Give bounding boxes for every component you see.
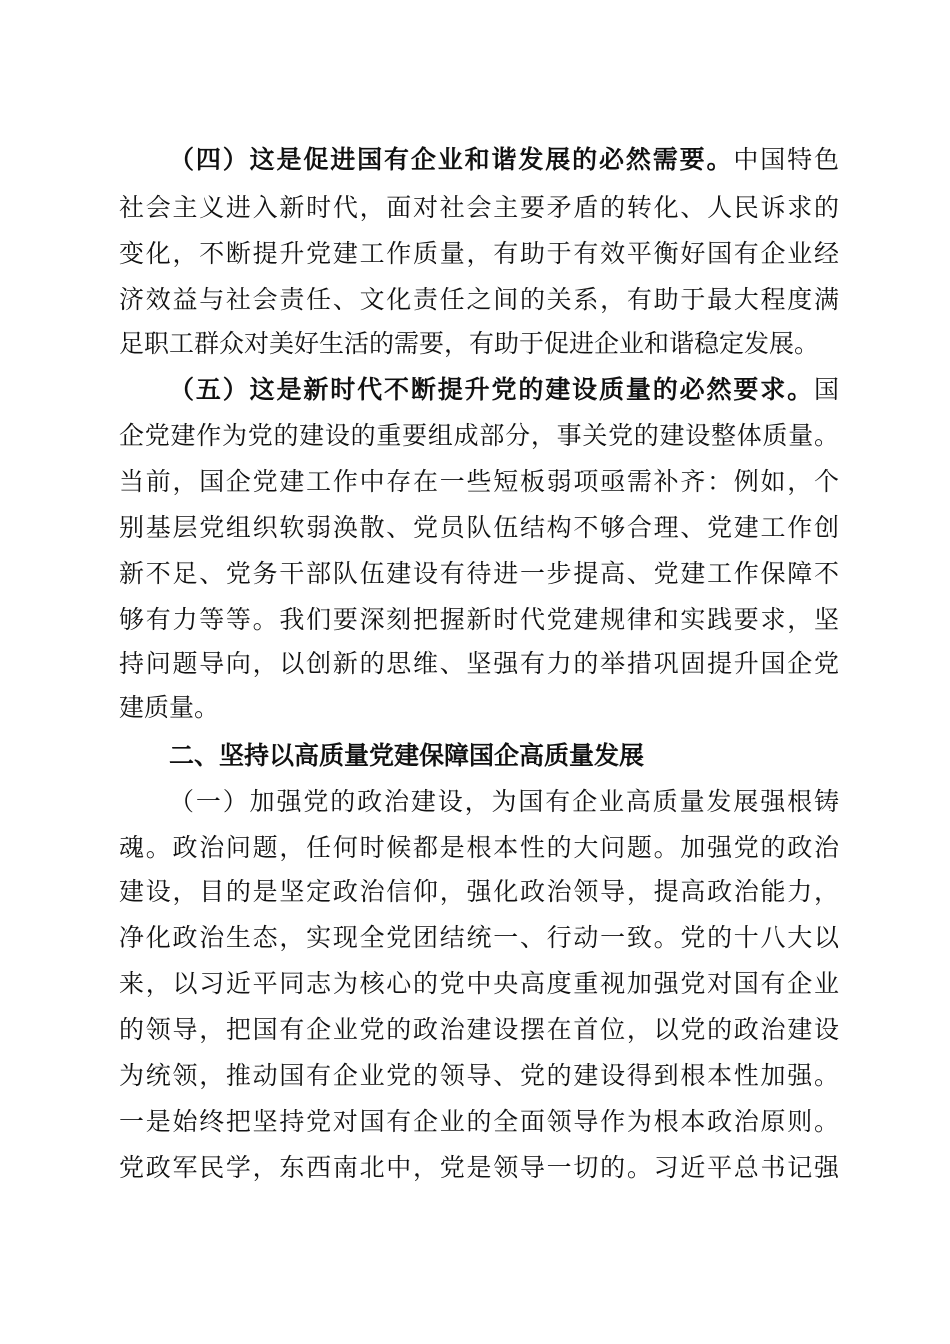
paragraph-4-lead: （四）这是促进国有企业和谐发展的必然需要。 <box>169 145 734 174</box>
paragraph-4-line-1 <box>169 138 839 182</box>
paragraph-5-line-7: 持问题导向，以创新的思维、坚强有力的举措巩固提升国企党 <box>119 649 839 678</box>
paragraph-4-text: 中国特色 <box>733 145 839 174</box>
paragraph-5-line-6: 够有力等等。我们要深刻把握新时代党建规律和实践要求，坚 <box>119 605 839 634</box>
paragraph-4-line-3: 变化，不断提升党建工作质量，有助于有效平衡好国有企业经 <box>119 239 839 268</box>
paragraph-5-text: 国 <box>813 375 839 404</box>
paragraph-4-line-4: 济效益与社会责任、文化责任之间的关系，有助于最大程度满 <box>119 285 839 314</box>
section-paragraph-line-1 <box>169 780 839 824</box>
paragraph-5-line-8: 建质量。 <box>119 693 220 722</box>
paragraph-4-line-5: 足职工群众对美好生活的需要，有助于促进企业和谐稳定发展。 <box>119 329 820 358</box>
paragraph-5-line-3: 当前，国企党建工作中存在一些短板弱项亟需补齐：例如，个 <box>119 467 839 496</box>
section-paragraph-line-8: 一是始终把坚持党对国有企业的全面领导作为根本政治原则。 <box>119 1107 839 1136</box>
paragraph-5-line-5: 新不足、党务干部队伍建设有待进一步提高、党建工作保障不 <box>119 559 839 588</box>
section-paragraph-line-7: 为统领，推动国有企业党的领导、党的建设得到根本性加强。 <box>119 1061 839 1090</box>
section-heading: 二、坚持以高质量党建保障国企高质量发展 <box>169 741 645 770</box>
paragraph-5-line-2: 企党建作为党的建设的重要组成部分，事关党的建设整体质量。 <box>119 421 839 450</box>
paragraph-5-lead: （五）这是新时代不断提升党的建设质量的必然要求。 <box>169 375 814 404</box>
section-paragraph-line-5: 来，以习近平同志为核心的党中央高度重视加强党对国有企业 <box>119 969 839 998</box>
paragraph-4-line-2: 社会主义进入新时代，面对社会主要矛盾的转化、人民诉求的 <box>119 193 839 222</box>
section-paragraph-line-6: 的领导，把国有企业党的政治建设摆在首位，以党的政治建设 <box>119 1015 839 1044</box>
paragraph-5-line-1 <box>169 368 839 412</box>
section-paragraph-line-3: 建设，目的是坚定政治信仰，强化政治领导，提高政治能力， <box>119 877 839 906</box>
paragraph-5-line-4: 别基层党组织软弱涣散、党员队伍结构不够合理、党建工作创 <box>119 513 839 542</box>
section-paragraph-line-4: 净化政治生态，实现全党团结统一、行动一致。党的十八大以 <box>119 923 839 952</box>
section-paragraph-line-2: 魂。政治问题，任何时候都是根本性的大问题。加强党的政治 <box>119 833 839 862</box>
section-paragraph-line-9: 党政军民学，东西南北中，党是领导一切的。习近平总书记强 <box>119 1153 839 1182</box>
section-paragraph-lead: （一）加强党的政治建设，为国有企业高质量发展强根铸 <box>169 787 839 816</box>
